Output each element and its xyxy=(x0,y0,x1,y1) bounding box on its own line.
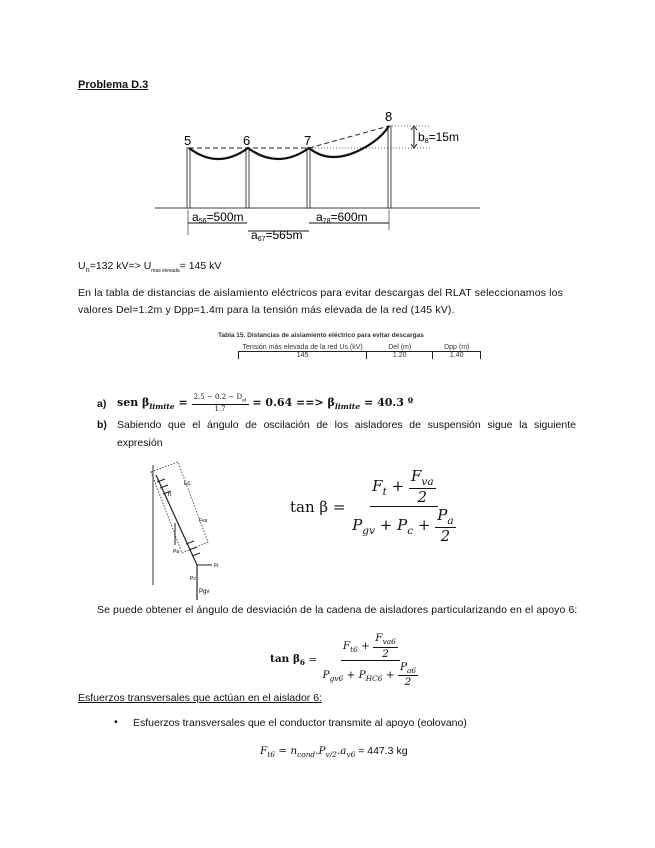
svg-text:Pc: Pc xyxy=(190,576,196,582)
pole-7 xyxy=(307,148,310,208)
table-cell: 1.40 xyxy=(433,352,481,360)
table-caption: Tabla 15. Distancias de aislamiento eléctrico para evitar descargas xyxy=(218,332,424,339)
pole-label-6: 6 xyxy=(243,133,251,148)
pole-label-8: 8 xyxy=(385,109,393,124)
svg-text:Pa: Pa xyxy=(173,549,180,555)
b8-label: b8=15m xyxy=(418,130,459,145)
pole-6 xyxy=(246,148,249,208)
conductor-catenary xyxy=(189,126,389,159)
svg-text:Lc: Lc xyxy=(184,481,191,487)
bullet-text: Esfuerzos transversales que el conductor transmite al apoyo (eolovano) xyxy=(133,717,467,729)
voltage-line: $U_n=132$ $kV=> U_{mas elevada}= 145$ kV xyxy=(78,260,222,275)
pole-label-5: 5 xyxy=(184,133,192,148)
section-heading: Esfuerzos transversales que actúan en el aislador 6: xyxy=(78,692,322,704)
svg-text:h: h xyxy=(168,492,172,498)
pole-5 xyxy=(187,148,190,208)
tan-beta-formula: tan β = $F_t$ + $\frac{F_{va}}{2}$ $P_{gv} + P_c$ + $\frac{P_a}{2}$ xyxy=(290,467,454,546)
item-a-label: a) xyxy=(97,398,107,410)
pole-8 xyxy=(388,126,391,208)
a78-label: a78=600m xyxy=(316,210,368,225)
item-b-line-1: Sabiendo que el ángulo de oscilación de los aisladores de suspensión sigue la siguiente xyxy=(117,419,576,431)
a67-label: a67=565m xyxy=(251,228,303,243)
bullet-icon: • xyxy=(114,716,118,728)
a56-label: a56=500m xyxy=(192,210,244,225)
svg-text:Ft: Ft xyxy=(214,563,219,569)
paragraph-line-1: En la tabla de distancias de aislamiento eléctricos para evitar descargas del RLAT seleccionamos los xyxy=(78,287,564,299)
table-cell: 145 xyxy=(239,352,367,360)
paragraph-2: Se puede obtener el ángulo de desviación de la cadena de aisladores particularizando en el apoyo 6: xyxy=(97,604,578,616)
item-b-line-2: expresión xyxy=(117,437,163,449)
problem-title: Problema D.3 xyxy=(78,79,149,91)
insulation-table xyxy=(238,344,481,359)
table-cell: 1.20 xyxy=(367,352,433,360)
table-header: Del (m) xyxy=(388,344,412,351)
item-b-label: b) xyxy=(97,419,107,431)
ft6-formula: $F_{t6} = n_{cond}.P_{v/2}.a_{v6} = 447.3$ kg xyxy=(260,745,408,760)
svg-text:Pgv: Pgv xyxy=(199,589,210,595)
chord-line xyxy=(309,126,389,148)
span-diagram xyxy=(0,0,655,260)
poles xyxy=(187,126,391,208)
insulator-swing-figure xyxy=(140,460,240,605)
table-header: Dpp (m) xyxy=(444,344,470,351)
pole-label-7: 7 xyxy=(304,133,312,148)
table-header: Tensión más elevada de la red Us (kV) xyxy=(242,344,363,351)
svg-text:Fva: Fva xyxy=(199,518,208,524)
paragraph-line-2: valores Del=1.2m y Dpp=1.4m para la tensión más elevada de la red (145 kV). xyxy=(78,304,455,316)
item-a-formula: sen $\beta_{limite}$ = $\frac{2.5 - 0.2 - D_{el}}{1.7}$ = 0.64 ==> $\beta_{limite} = 40.3$ º xyxy=(117,393,414,414)
tan-beta6-formula: $\tan \beta_6$ = $F_{t6}$ + $\frac{F_{va6}}{2}$ $P_{gv6} + P_{HC6}$ + $\frac{P_{a6}}{2}$ xyxy=(270,632,417,689)
